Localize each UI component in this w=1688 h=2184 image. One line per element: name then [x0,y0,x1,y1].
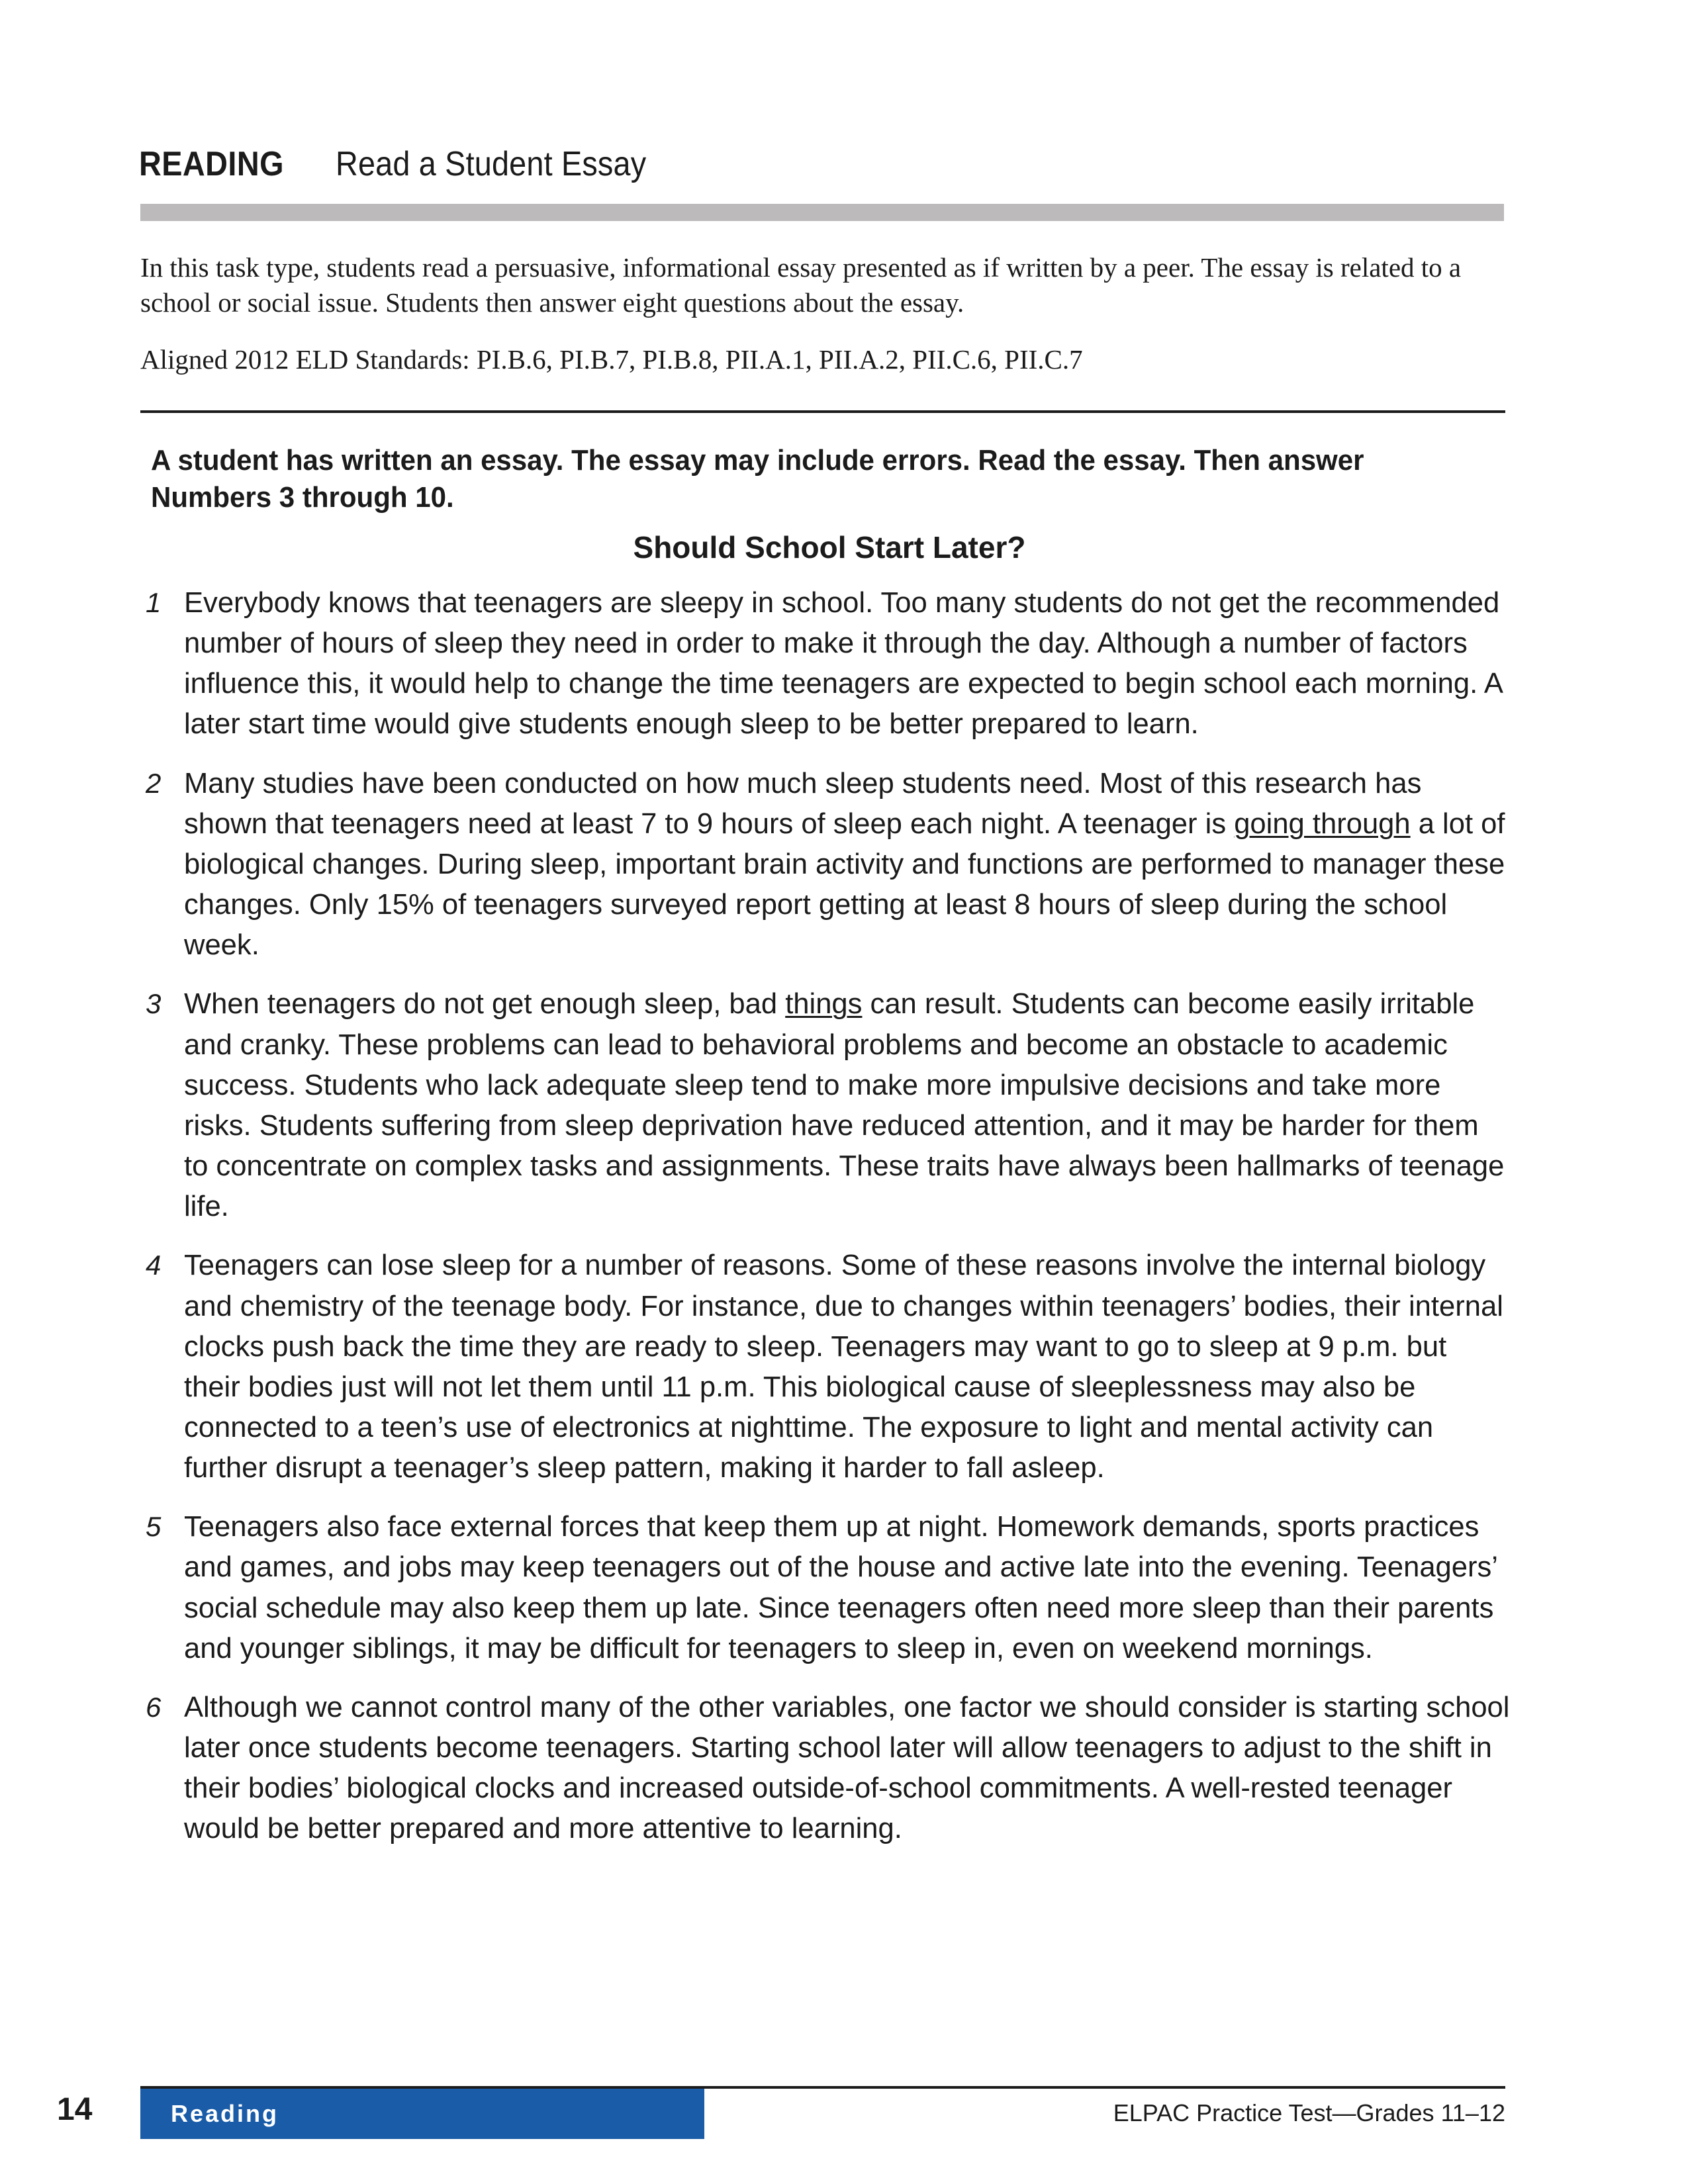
paragraph-text [184,1245,1511,1488]
underlined-phrase: things [785,987,863,1021]
essay-paragraph [140,1687,1524,1849]
paragraph-number: 6 [146,1691,162,1723]
paragraph-text-pre: When teenagers do not get enough sleep, bad [184,987,786,1021]
footer-section-label: Reading [171,2100,279,2127]
paragraph-number: 4 [146,1250,162,1281]
paragraph-text-pre: Teenagers can lose sleep for a number of reasons. Some of these reasons involve the internal biology and chemistry of the teenage body. For instance, due to changes within teenagers’ bodies, their internal clocks push back the time they are ready to sleep. Teenagers may want to go to sleep at 9 p.m. but their bodies just will not let them until 11 p.m. This biological cause of sleeplessness may also be connected to a teen’s use of electronics at nighttime. The exposure to light and mental activity can further disrupt a teenager’s sleep pattern, making it harder to fall asleep. [184,1249,1503,1484]
paragraph-number: 3 [146,988,162,1020]
paragraph-text-pre: Everybody knows that teenagers are sleepy in school. Too many students do not get the recommended number of hours of sleep they need in order to make it through the day. Although a number of factors influence this, it would help to change the time teenagers are expected to begin school each morning. A later start time would give students enough sleep to be better prepared to learn. [184,586,1502,741]
paragraph-text [184,582,1511,745]
paragraph-text [184,763,1511,966]
essay-paragraph [140,1245,1524,1488]
essay-paragraph [140,1506,1524,1668]
header-title: Read a Student Essay [336,145,647,183]
paragraph-text [184,1687,1511,1849]
essay-body [140,582,1524,1868]
paragraph-number: 5 [146,1511,162,1543]
section-divider [140,410,1505,413]
essay-paragraph [140,582,1524,745]
paragraph-number: 2 [146,767,162,799]
paragraph-text [184,1506,1511,1668]
page-number: 14 [57,2092,93,2127]
task-description: In this task type, students read a persuasive, informational essay presented as if written by a peer. The essay is related to a school or social issue. Students then answer eight questions about the essay. [140,252,1462,318]
paragraph-text-post: a lot of biological changes. During sleep, important brain activity and functions are performed to manager these changes. Only 15% of teenagers surveyed report getting at least 8 hours of sleep during the school week. [184,807,1505,962]
header-kicker: READING [139,145,284,183]
instruction-text: A student has written an essay. The essay may include errors. Read the essay. Then answer Numbers 3 through 10. [151,444,1364,514]
paragraph-number: 1 [146,587,162,618]
paragraph-text-post: can result. Students can become easily irritable and cranky. These problems can lead to behavioral problems and become an obstacle to academic success. Students who lack adequate sleep tend to make more impulsive decisions and take more risks. Students suffering from sleep deprivation have reduced attention, and it may be harder for them to concentrate on complex tasks and assignments. These traits have always been hallmarks of teenage life. [184,987,1505,1223]
essay-paragraph [140,763,1524,966]
footer-test-label: ELPAC Practice Test—Grades 11–12 [1113,2099,1505,2126]
paragraph-text-pre: Many studies have been conducted on how much sleep students need. Most of this research has shown that teenagers need at least 7 to 9 hours of sleep each night. A teenager is [184,766,1422,840]
page-header [139,144,681,184]
task-intro [140,250,1511,377]
paragraph-text [184,983,1511,1226]
underlined-phrase: going through [1234,807,1411,840]
footer-section-band [140,2089,704,2139]
paragraph-text-pre: Teenagers also face external forces that keep them up at night. Homework demands, sports practices and games, and jobs may keep teenagers out of the house and active late into the evening. Teenagers’ social schedule may also keep them up late. Since teenagers often need more sleep than their parents and younger siblings, it may be difficult for teenagers to sleep in, even on weekend mornings. [184,1510,1497,1664]
essay-paragraph [140,983,1524,1226]
aligned-standards: Aligned 2012 ELD Standards: PI.B.6, PI.B.7, PI.B.8, PII.A.1, PII.A.2, PII.C.6, PII.C.7 [140,343,1083,375]
paragraph-text-pre: Although we cannot control many of the other variables, one factor we should consider is starting school later once students become teenagers. Starting school later will allow teenagers to adjust to the shift in their bodies’ biological clocks and increased outside-of-school commitments. A well-rested teenager would be better prepared and more attentive to learning. [184,1690,1510,1845]
essay-title: Should School Start Later? [633,530,1026,565]
header-gray-bar [140,204,1504,221]
